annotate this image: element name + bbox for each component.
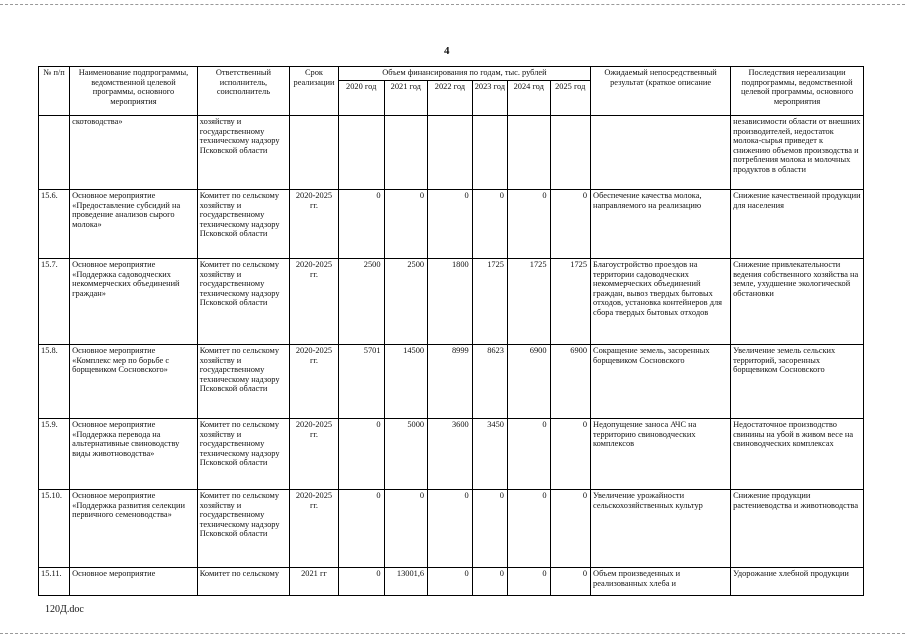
row-value-2025: 0 [550, 490, 591, 568]
row-value-2023 [472, 116, 507, 190]
row-value-2024: 6900 [507, 345, 550, 419]
row-value-2021: 0 [384, 490, 428, 568]
table-row [39, 490, 864, 568]
row-value-2020: 5701 [338, 345, 384, 419]
row-value-2022: 3600 [428, 419, 473, 490]
header-name: Наименование подпрограммы, ведомственной целевой программы, основного мероприятия [70, 67, 198, 116]
row-value-2023: 0 [472, 490, 507, 568]
row-consequence: Недостаточное производство свинины на убой в живом весе на свиноводческих комплексах [731, 419, 864, 490]
row-number [39, 116, 70, 190]
row-result [591, 116, 731, 190]
row-value-2020: 0 [338, 190, 384, 259]
row-value-2022: 0 [428, 190, 473, 259]
row-value-2023: 0 [472, 190, 507, 259]
row-number: 15.10. [39, 490, 70, 568]
table-row [39, 259, 864, 345]
header-year-2024: 2024 год [507, 81, 550, 116]
row-value-2025: 0 [550, 568, 591, 596]
row-value-2023: 3450 [472, 419, 507, 490]
row-executor: Комитет по сельскому хозяйству и государственному техническому надзору Псковской области [197, 345, 289, 419]
row-value-2025: 0 [550, 419, 591, 490]
row-value-2022: 0 [428, 568, 473, 596]
header-year-2021: 2021 год [384, 81, 428, 116]
row-term: 2020-2025 гг. [290, 345, 339, 419]
row-term: 2020-2025 гг. [290, 419, 339, 490]
row-name: Основное мероприятие «Поддержка развития селекции первичного семеноводства» [70, 490, 198, 568]
page-number: 4 [444, 45, 450, 57]
row-value-2021: 13001,6 [384, 568, 428, 596]
row-value-2020: 2500 [338, 259, 384, 345]
row-value-2024: 0 [507, 490, 550, 568]
row-executor: Комитет по сельскому хозяйству и государственному техническому надзору Псковской области [197, 490, 289, 568]
row-value-2020 [338, 116, 384, 190]
scan-bottom-edge [0, 633, 905, 634]
row-value-2025: 6900 [550, 345, 591, 419]
row-term: 2020-2025 гг. [290, 490, 339, 568]
row-result: Увеличение урожайности сельскохозяйственных культур [591, 490, 731, 568]
row-number: 15.9. [39, 419, 70, 490]
row-value-2021: 2500 [384, 259, 428, 345]
row-name: Основное мероприятие «Поддержка перевода на альтернативные свиноводству виды животноводства» [70, 419, 198, 490]
row-consequence: Удорожание хлебной продукции [731, 568, 864, 596]
row-consequence: Снижение привлекательности ведения собственного хозяйства на земле, ухудшение экологической обстановки [731, 259, 864, 345]
row-value-2022: 1800 [428, 259, 473, 345]
row-value-2023: 0 [472, 568, 507, 596]
row-term [290, 116, 339, 190]
row-value-2022: 0 [428, 490, 473, 568]
row-value-2020: 0 [338, 419, 384, 490]
row-result: Объем произведенных и реализованных хлеба и [591, 568, 731, 596]
row-name: Основное мероприятие «Комплекс мер по борьбе с борщевиком Сосновского» [70, 345, 198, 419]
header-consequence: Последствия нереализации подпрограммы, ведомственной целевой программы, основного мероприятия [731, 67, 864, 116]
row-term: 2021 гг [290, 568, 339, 596]
row-result: Обеспечение качества молока, направляемого на реализацию [591, 190, 731, 259]
header-year-2022: 2022 год [428, 81, 473, 116]
table-row [39, 345, 864, 419]
row-result: Недопущение заноса АЧС на территорию свиноводческих комплексов [591, 419, 731, 490]
row-number: 15.11. [39, 568, 70, 596]
file-name: 120Д.doc [45, 604, 84, 615]
row-value-2021: 0 [384, 190, 428, 259]
table-row [39, 568, 864, 596]
header-funding: Объем финансирования по годам, тыс. рублей [338, 67, 590, 81]
row-name: Основное мероприятие [70, 568, 198, 596]
row-value-2023: 8623 [472, 345, 507, 419]
row-value-2021 [384, 116, 428, 190]
program-table [38, 66, 864, 596]
row-term: 2020-2025 гг. [290, 190, 339, 259]
table-row [39, 190, 864, 259]
row-number: 15.7. [39, 259, 70, 345]
row-value-2025: 0 [550, 190, 591, 259]
header-year-2020: 2020 год [338, 81, 384, 116]
row-result: Сокращение земель, засоренных борщевиком Сосновского [591, 345, 731, 419]
row-consequence: Увеличение земель сельских территорий, засоренных борщевиком Сосновского [731, 345, 864, 419]
row-executor: Комитет по сельскому хозяйству и государственному техническому надзору Псковской области [197, 419, 289, 490]
row-value-2025: 1725 [550, 259, 591, 345]
row-value-2022: 8999 [428, 345, 473, 419]
row-executor: Комитет по сельскому хозяйству и государственному техническому надзору Псковской области [197, 190, 289, 259]
row-executor: хозяйству и государственному техническому надзору Псковской области [197, 116, 289, 190]
row-consequence: независимости области от внешних производителей, недостаток молока-сырья приведет к снижению объемов производства и потребления молока и молочных продуктов в области [731, 116, 864, 190]
row-value-2023: 1725 [472, 259, 507, 345]
header-year-2023: 2023 год [472, 81, 507, 116]
table-row [39, 419, 864, 490]
row-name: Основное мероприятие «Предоставление субсидий на проведение анализов сырого молока» [70, 190, 198, 259]
row-name: Основное мероприятие «Поддержка садоводческих некоммерческих объединений граждан» [70, 259, 198, 345]
row-number: 15.6. [39, 190, 70, 259]
row-value-2025 [550, 116, 591, 190]
row-consequence: Снижение продукции растениеводства и животноводства [731, 490, 864, 568]
row-consequence: Снижение качественной продукции для населения [731, 190, 864, 259]
row-result: Благоустройство проездов на территории садоводческих некоммерческих объединений граждан, вывоз твердых бытовых отходов, установка контейнеров для сбора твердых бытовых отходов [591, 259, 731, 345]
table-row [39, 116, 864, 190]
row-value-2021: 14500 [384, 345, 428, 419]
row-value-2024: 0 [507, 568, 550, 596]
header-result: Ожидаемый непосредственный результат (краткое описание [591, 67, 731, 116]
row-value-2024: 0 [507, 419, 550, 490]
row-value-2021: 5000 [384, 419, 428, 490]
row-number: 15.8. [39, 345, 70, 419]
header-year-2025: 2025 год [550, 81, 591, 116]
header-executor: Ответственный исполнитель, соисполнитель [197, 67, 289, 116]
row-value-2020: 0 [338, 490, 384, 568]
header-number: № п/п [39, 67, 70, 116]
row-value-2024: 1725 [507, 259, 550, 345]
row-executor: Комитет по сельскому [197, 568, 289, 596]
row-name: скотоводства» [70, 116, 198, 190]
row-value-2020: 0 [338, 568, 384, 596]
row-value-2024 [507, 116, 550, 190]
row-executor: Комитет по сельскому хозяйству и государственному техническому надзору Псковской области [197, 259, 289, 345]
header-term: Срок реализации [290, 67, 339, 116]
row-value-2024: 0 [507, 190, 550, 259]
scan-top-edge [0, 4, 905, 5]
row-term: 2020-2025 гг. [290, 259, 339, 345]
row-value-2022 [428, 116, 473, 190]
